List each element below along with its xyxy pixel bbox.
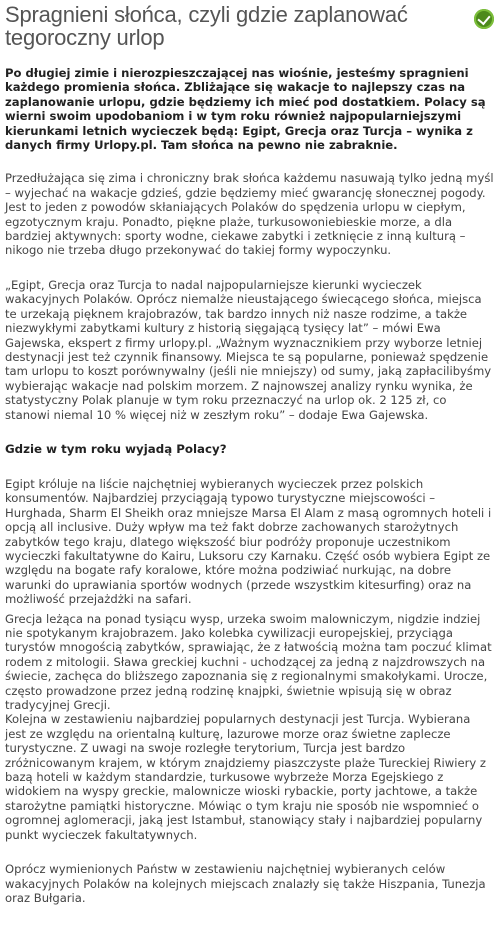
article-lead: Po długiej zimie i nierozpieszczającej nas wiośnie, jesteśmy spragnieni każdego promienia słońca. Zbliżające się wakacje to najlepszy czas na zaplanowanie urlopu, gdzie będziemy ich mieć pod dostatkiem. Polacy są wierni swoim upodobaniom i w tym roku również najpopularniejszymi kierunkami letnich wycieczek będą: Egipt, Grecja oraz Turcja – wynika z danych firmy Urlopy.pl. Tam słońca na pewno nie zabraknie. <box>5 66 486 153</box>
paragraph-quote: „Egipt, Grecja oraz Turcja to nadal najpopularniejsze kierunki wycieczek wakacyjnych Polaków. Oprócz niemalże nieustającego świecącego słońca, miejsca te urzekają pięknem krajobrazów, tak bardzo innych niż nasze rodzime, a także niezwykłymi zabytkami kultury z historią sięgającą tysięcy lat” – mówi Ewa Gajewska, ekspert z firmy urlopy.pl. „Ważnym wyznacznikiem przy wyborze letniej destynacji jest też czynnik finansowy. Miejsca te są popularne, ponieważ spędzenie tam urlopu to koszt porównywalny (jeśli nie mniejszy) od sumy, jaką zapłacilibyśmy wybierając wakacje nad polskim morzem. Z najnowszej analizy rynku wynika, że statystyczny Polak planuje w tym roku przeznaczyć na urlop ok. 2 125 zł, co stanowi niemal 10 % więcej niż w zeszłym roku” – dodaje Ewa Gajewska. <box>5 277 492 422</box>
paragraph-greece: Grecja leżąca na ponad tysiącu wysp, urzeka swoim malowniczym, nigdzie indziej nie spotykanym krajobrazem. Jako kolebka cywilizacji europejskiej, przyciąga turystów mnogością zabytków, sprawiając, że z łatwością można tam poczuć klimat rodem z mitologii. Sława greckiej kuchni - uchodzącej za jedną z najzdrowszych na świecie, zachęca do bliższego zapoznania się z regionalnymi smakołykami. Urocze, często prowadzone przez jedną rodzinę knajpki, świetnie wpisują się w obraz tradycyjnej Grecji. <box>5 611 492 713</box>
check-badge-icon <box>474 9 494 29</box>
article-page <box>0 3 500 943</box>
paragraph-intro: Przedłużająca się zima i chroniczny brak słońca każdemu nasuwają tylko jedną myśl – wyjechać na wakacje gdzieś, gdzie będziemy mieć gwarancję słonecznej pogody. Jest to jeden z powodów skłaniających Polaków do spędzenia urlopu w ciepłym, egzotycznym kraju. Ponadto, piękne plaże, turkusowoniebieskie morze, a dla bardziej aktywnych: sporty wodne, ciekawe zabytki i zetknięcie z inną kulturą – nikogo nie trzeba długo przekonywać do takiej formy wypoczynku. <box>5 171 494 258</box>
section-heading: Gdzie w tym roku wyjadą Polacy? <box>5 441 227 456</box>
paragraph-egypt: Egipt króluje na liście najchętniej wybieranych wycieczek przez polskich konsumentów. Najbardziej przyciągają typowo turystyczne miejscowości – Hurghada, Sharm El Sheikh oraz mniejsze Marsa El Alam z masą ogromnych hoteli i opcją all inclusive. Duży wpływ ma też fakt dobrze zachowanych starożytnych zabytków tego kraju, dlatego większość biur podróży proponuje uczestnikom wycieczki fakultatywne do Kairu, Luksoru czy Karnaku. Część osób wybiera Egipt ze względu na bogate rafy koralowe, które można podziwiać nurkując, na dobre warunki do uprawiania sportów wodnych (przede wszystkim kitesurfing) oraz na możliwość przejażdżki na safari. <box>5 476 492 607</box>
paragraph-turkey: Kolejna w zestawieniu najbardziej popularnych destynacji jest Turcja. Wybierana jest ze względu na orientalną kulturę, lazurowe morze oraz świetne zaplecze turystyczne. Z uwagi na swoje rozległe terytorium, Turcja jest bardzo zróżnicowanym krajem, w którym znajdziemy piaszczyste plaże Tureckiej Riwiery z bazą hoteli w każdym standardzie, turkusowe wybrzeże Morza Egejskiego z widokiem na wyspy greckie, malownicze wioski rybackie, porty jachtowe, a także starożytne pamiątki historyczne. Mówiąc o tym kraju nie sposób nie wspomnieć o ogromnej aglomeracji, jaką jest Istambuł, stanowiący stały i najbardziej popularny punkt wycieczek fakultatywnych. <box>5 712 487 842</box>
paragraph-other-destinations: Oprócz wymienionych Państw w zestawieniu najchętniej wybieranych celów wakacyjnych Polaków na kolejnych miejscach znalazły się także Hiszpania, Tunezja oraz Bułgaria. <box>5 862 486 905</box>
article-title: Spragnieni słońca, czyli gdzie zaplanować tegoroczny urlop <box>5 2 408 50</box>
